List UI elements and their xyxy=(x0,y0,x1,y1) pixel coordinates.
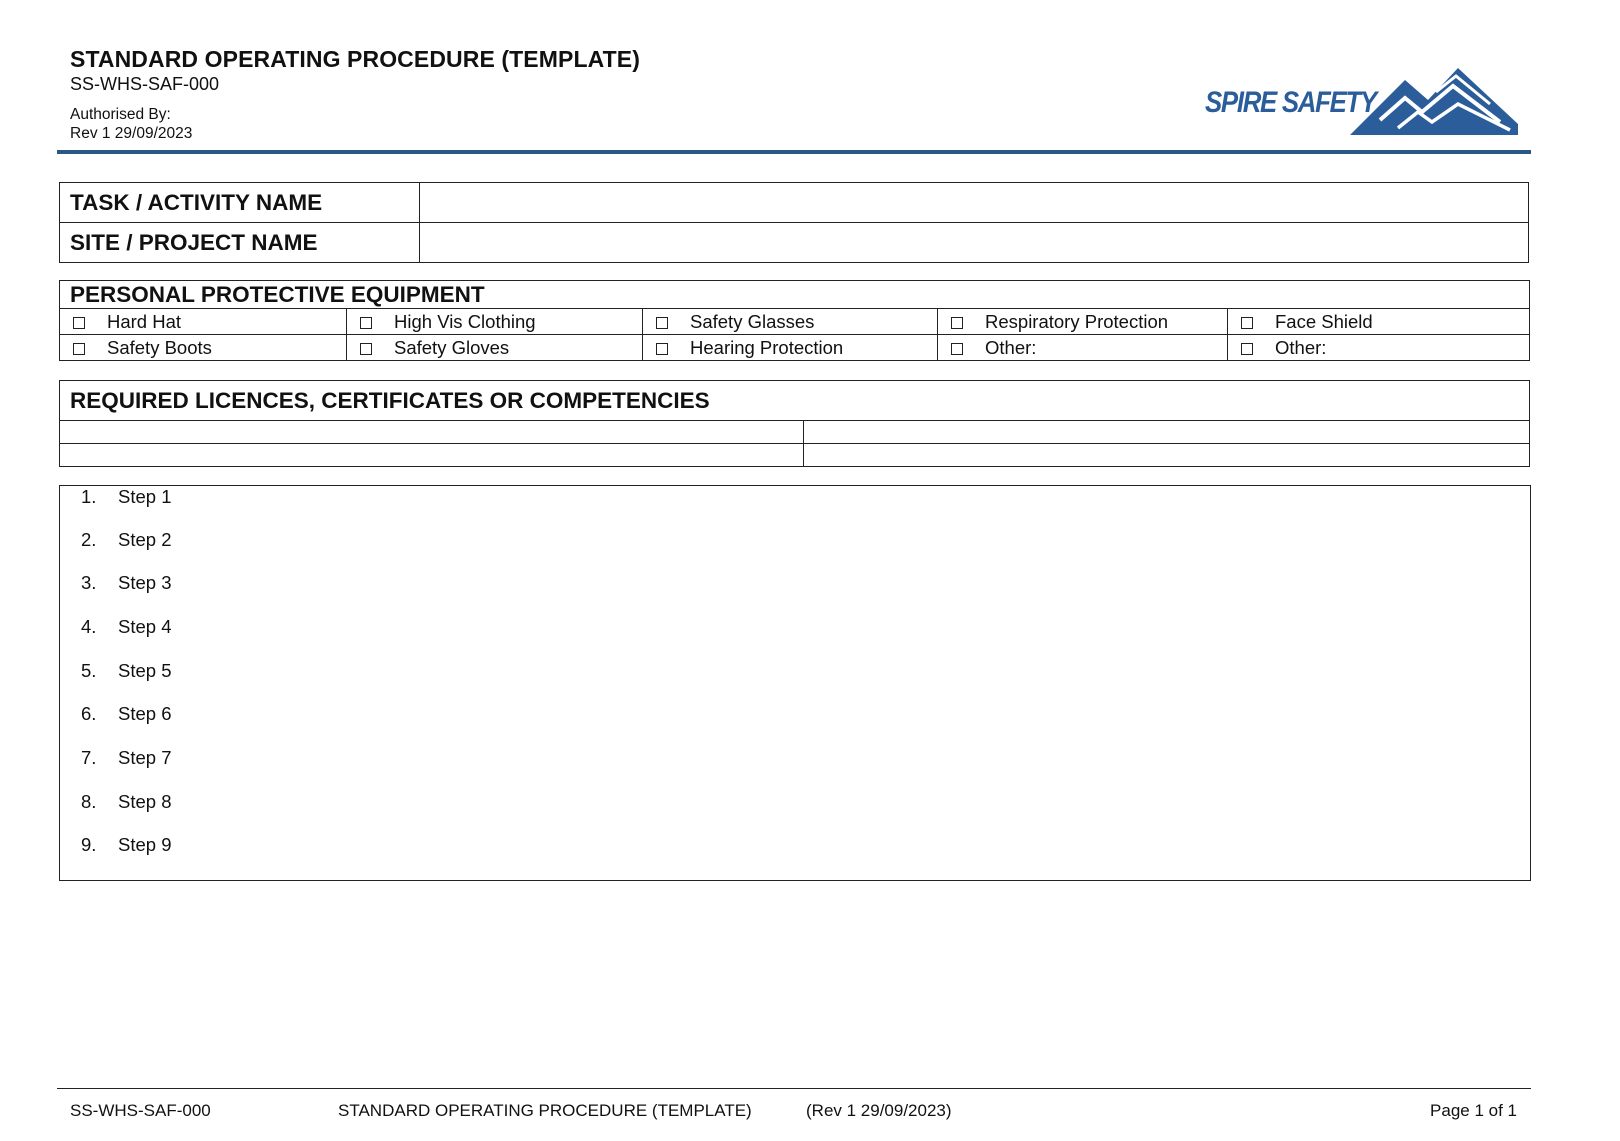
spire-safety-logo xyxy=(1205,62,1520,142)
ppe-table xyxy=(59,280,1530,361)
site-name-field[interactable] xyxy=(420,223,1529,263)
licences-table xyxy=(59,380,1530,467)
checkbox-icon[interactable] xyxy=(1241,317,1253,329)
revision-label: Rev 1 29/09/2023 xyxy=(70,125,193,142)
footer-code: SS-WHS-SAF-000 xyxy=(70,1101,211,1120)
ppe-item-other-1[interactable]: Other: xyxy=(938,335,1228,361)
document-title: STANDARD OPERATING PROCEDURE (TEMPLATE) xyxy=(70,46,640,72)
checkbox-icon[interactable] xyxy=(1241,343,1253,355)
licence-field[interactable] xyxy=(804,421,1530,444)
ppe-heading: PERSONAL PROTECTIVE EQUIPMENT xyxy=(60,281,1530,309)
mountain-logo-icon xyxy=(1350,62,1520,137)
checkbox-icon[interactable] xyxy=(73,317,85,329)
footer-revision: (Rev 1 29/09/2023) xyxy=(806,1101,952,1120)
document-header xyxy=(70,46,640,143)
authorised-by-label: Authorised By: xyxy=(70,106,171,123)
document-code: SS-WHS-SAF-000 xyxy=(70,74,220,94)
checkbox-icon[interactable] xyxy=(656,343,668,355)
checkbox-icon[interactable] xyxy=(951,317,963,329)
footer-divider xyxy=(57,1088,1531,1089)
task-name-label: TASK / ACTIVITY NAME xyxy=(60,183,420,223)
ppe-item-safety-glasses[interactable]: Safety Glasses xyxy=(643,309,938,335)
licence-field[interactable] xyxy=(804,444,1530,467)
licence-field[interactable] xyxy=(60,421,804,444)
checkbox-icon[interactable] xyxy=(73,343,85,355)
ppe-item-hearing[interactable]: Hearing Protection xyxy=(643,335,938,361)
task-site-table xyxy=(59,182,1529,263)
ppe-item-respiratory[interactable]: Respiratory Protection xyxy=(938,309,1228,335)
steps-list: 1. Step 1 2. Step 2 3. Step 3 4. Step 4 5. Step 5 6. Step 6 7. Step 7 8. Step 8 9. Step 9 xyxy=(59,485,1531,881)
checkbox-icon[interactable] xyxy=(360,343,372,355)
checkbox-icon[interactable] xyxy=(951,343,963,355)
page-number: Page 1 of 1 xyxy=(1430,1101,1517,1120)
licences-heading: REQUIRED LICENCES, CERTIFICATES OR COMPETENCIES xyxy=(60,381,1530,421)
ppe-item-safety-boots[interactable]: Safety Boots xyxy=(60,335,347,361)
ppe-item-safety-gloves[interactable]: Safety Gloves xyxy=(347,335,643,361)
header-divider xyxy=(57,150,1531,154)
ppe-item-high-vis[interactable]: High Vis Clothing xyxy=(347,309,643,335)
ppe-item-face-shield[interactable]: Face Shield xyxy=(1228,309,1530,335)
site-name-label: SITE / PROJECT NAME xyxy=(60,223,420,263)
checkbox-icon[interactable] xyxy=(360,317,372,329)
footer-title: STANDARD OPERATING PROCEDURE (TEMPLATE) xyxy=(338,1101,752,1120)
checkbox-icon[interactable] xyxy=(656,317,668,329)
ppe-item-other-2[interactable]: Other: xyxy=(1228,335,1530,361)
licence-field[interactable] xyxy=(60,444,804,467)
ppe-item-hard-hat[interactable]: Hard Hat xyxy=(60,309,347,335)
logo-text: SPIRE SAFETY xyxy=(1205,86,1376,119)
task-name-field[interactable] xyxy=(420,183,1529,223)
